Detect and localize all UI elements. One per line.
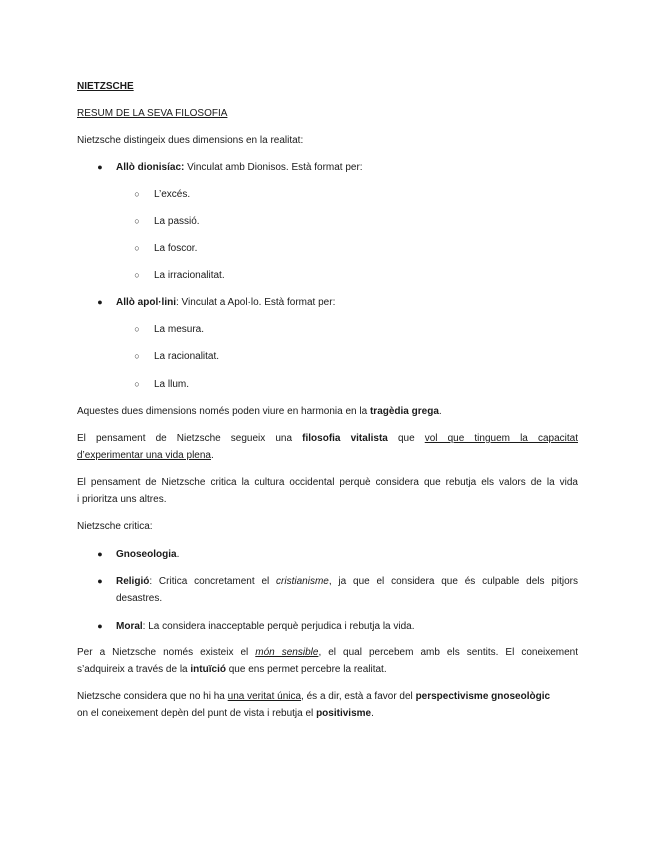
sub-list-item: La foscor.: [154, 243, 198, 254]
sub-list-item: L’excés.: [154, 189, 191, 200]
truth-paragraph-line2: on el coneixement depèn del punt de vista i rebutja el positivisme.: [77, 708, 374, 719]
sub-list-item: La irracionalitat.: [154, 270, 225, 281]
sub-bullet-icon: ○: [134, 270, 140, 280]
sub-list-item: La racionalitat.: [154, 351, 220, 362]
list-item-moral: Moral: La considera inacceptable perquè perjudica i rebutja la vida.: [116, 621, 415, 632]
bullet-icon: ●: [97, 576, 103, 586]
list-item-gnoseologia: Gnoseologia.: [116, 549, 180, 560]
sub-bullet-icon: ○: [134, 351, 140, 361]
harmony-paragraph: Aquestes dues dimensions només poden viure en harmonia en la tragèdia grega.: [77, 406, 442, 417]
intro-paragraph: Nietzsche distingeix dues dimensions en la realitat:: [77, 135, 304, 146]
sensible-paragraph-line1: Per a Nietzsche només existeix el món sensible, el qual percebem amb els sentits. El coneixement: [77, 647, 579, 658]
sub-bullet-icon: ○: [134, 243, 140, 253]
bullet-icon: ●: [97, 162, 103, 172]
vitalist-paragraph-line2: d’experimentar una vida plena.: [77, 450, 214, 461]
sub-list-item: La passió.: [154, 216, 200, 227]
sensible-paragraph-line2: s’adquireix a través de la intuïció que ens permet percebre la realitat.: [77, 664, 387, 675]
document-title: NIETZSCHE: [77, 81, 134, 92]
critica-intro: Nietzsche critica:: [77, 521, 153, 532]
list-item-dionisiac: Allò dionisíac: Vinculat amb Dionisos. Està format per:: [116, 162, 363, 173]
sub-list-item: La mesura.: [154, 324, 205, 335]
list-item-religio-line2: desastres.: [116, 593, 163, 604]
bullet-icon: ●: [97, 297, 103, 307]
sub-bullet-icon: ○: [134, 379, 140, 389]
western-paragraph-line2: i prioritza uns altres.: [77, 494, 167, 505]
western-paragraph-line1: El pensament de Nietzsche critica la cultura occidental perquè considera que rebutja els valors de la vida: [77, 477, 578, 488]
sub-bullet-icon: ○: [134, 216, 140, 226]
list-item-religio: Religió: Critica concretament el cristianisme, ja que el considera que és culpable dels pitjors: [116, 576, 578, 587]
sub-bullet-icon: ○: [134, 189, 140, 199]
sub-list-item: La llum.: [154, 379, 190, 390]
bullet-icon: ●: [97, 549, 103, 559]
list-item-apollini: Allò apol·lini: Vinculat a Apol·lo. Està format per:: [116, 297, 336, 308]
truth-paragraph-line1: Nietzsche considera que no hi ha una veritat única, és a dir, està a favor del perspectivisme gnoseològic: [77, 691, 551, 702]
document-subtitle: RESUM DE LA SEVA FILOSOFIA: [77, 108, 228, 119]
sub-bullet-icon: ○: [134, 324, 140, 334]
bullet-icon: ●: [97, 621, 103, 631]
vitalist-paragraph-line1: El pensament de Nietzsche segueix una filosofia vitalista que vol que tinguem la capacitat: [77, 433, 578, 444]
